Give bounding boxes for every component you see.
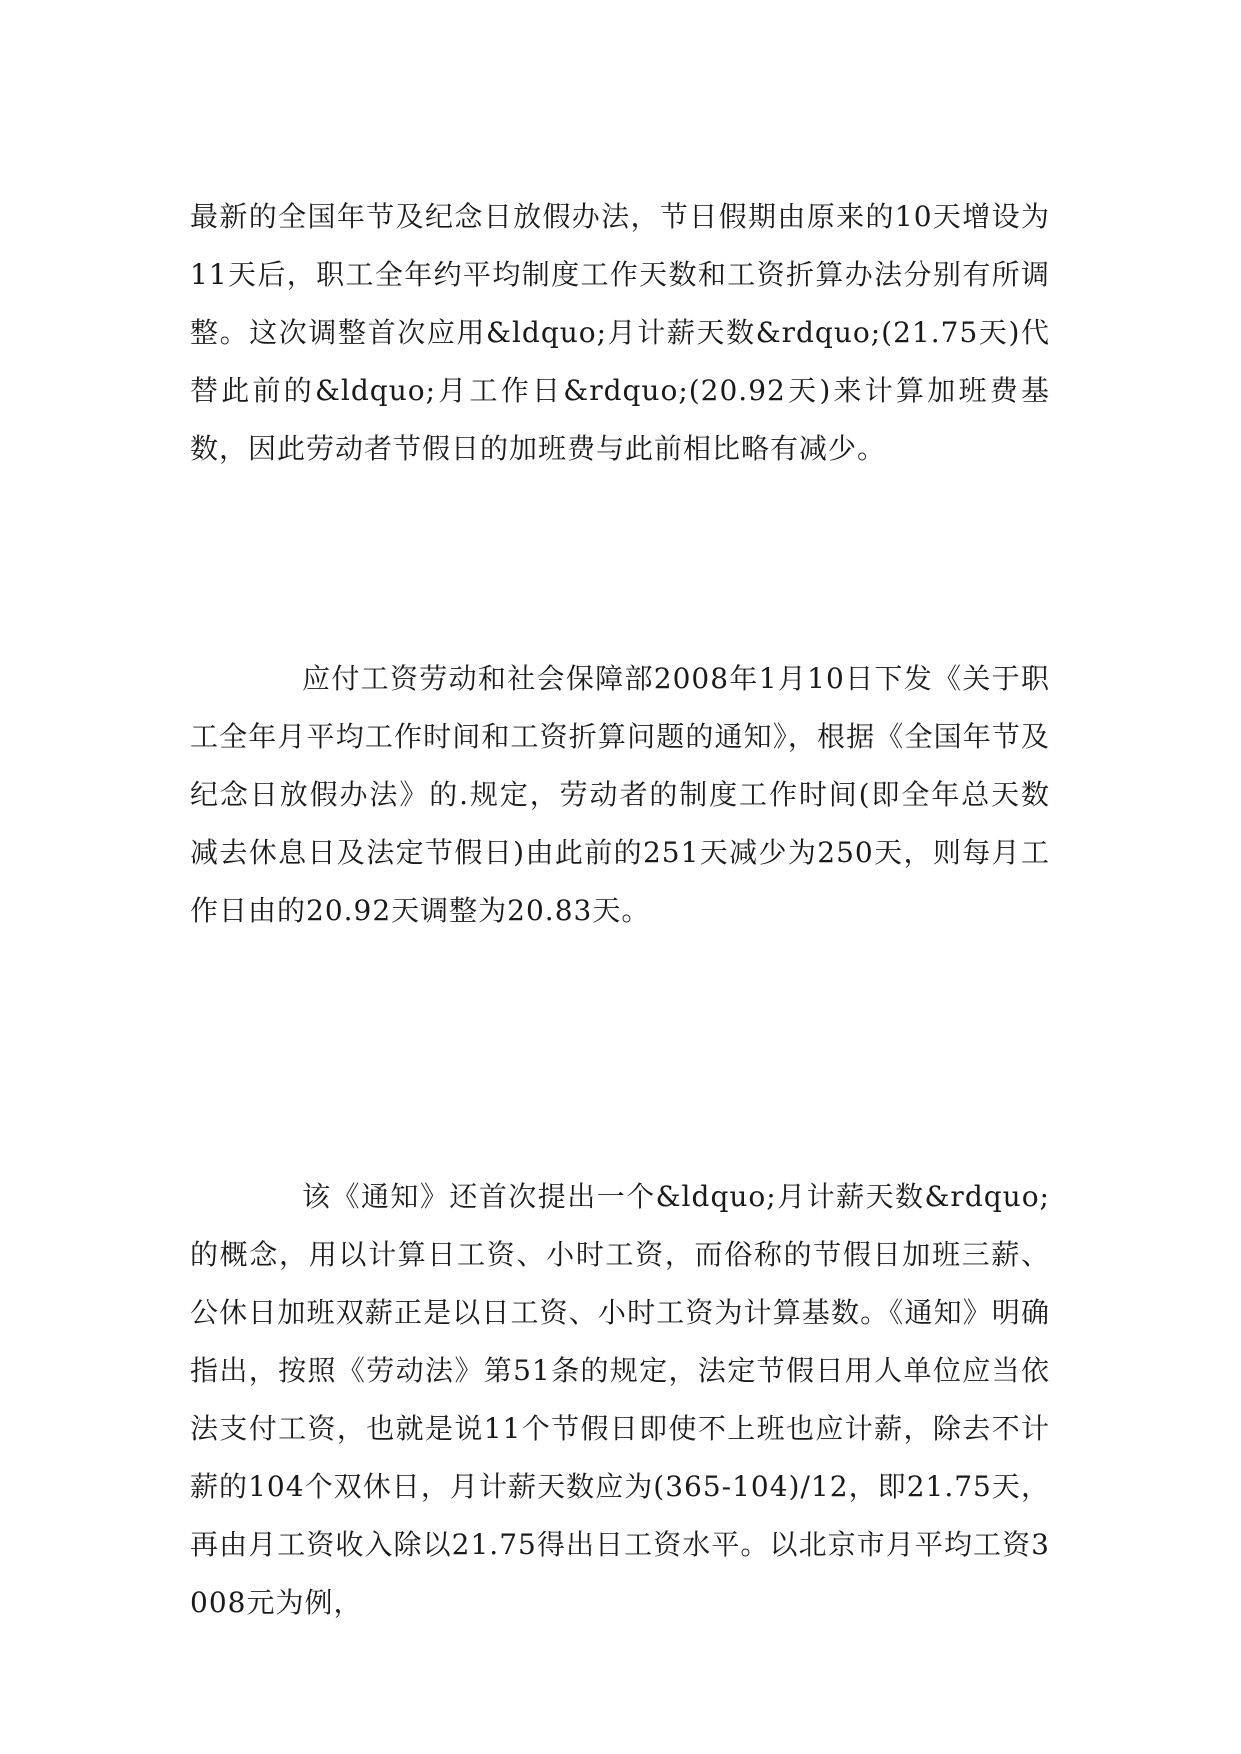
paragraph-1: 最新的全国年节及纪念日放假办法，节日假期由原来的10天增设为11天后，职工全年约平均制度工作天数和工资折算办法分别有所调整。这次调整首次应用&ldquo;月计薪天数&rdquo;(21.75天)代替此前的&ldquo;月工作日&rdquo;(20.92天)来计算加班费基数，因此劳动者节假日的加班费与此前相比略有减少。 (190, 200, 1050, 465)
paragraph-3: 该《通知》还首次提出一个&ldquo;月计薪天数&rdquo;的概念，用以计算日工资、小时工资，而俗称的节假日加班三薪、公休日加班双薪正是以日工资、小时工资为计算基数。《通知》明确指出，按照《劳动法》第51条的规定，法定节假日用人单位应当依法支付工资，也就是说11个节假日即使不上班也应计薪，除去不计薪的104个双休日，月计薪天数应为(365-104)/12，即21.75天，再由月工资收入除以21.75得出日工资水平。以北京市月平均工资3008元为例， (190, 1180, 1050, 1619)
paragraph-2: 应付工资劳动和社会保障部2008年1月10日下发《关于职工全年月平均工作时间和工资折算问题的通知》，根据《全国年节及纪念日放假办法》的.规定，劳动者的制度工作时间(即全年总天数减去休息日及法定节假日)由此前的251天减少为250天，则每月工作日由的20.92天调整为20.83天。 (190, 662, 1050, 927)
